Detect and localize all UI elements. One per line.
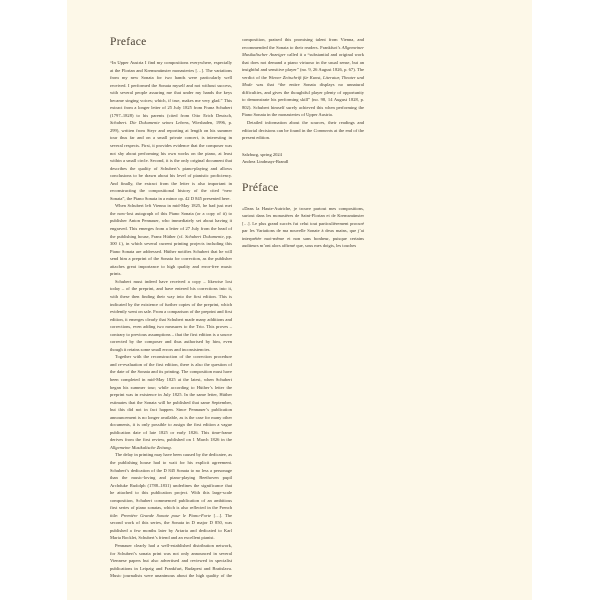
page-content [110, 36, 496, 584]
italic-title-run: Schubert. Die Dokumente seines Lebens [110, 120, 189, 126]
paragraph [110, 278, 232, 353]
italic-title-run: Première Grande Sonate pour le Piano-Forte [120, 512, 212, 518]
three-column-text-body [110, 36, 496, 584]
text-run: , Wiesbaden, 1996, p. 299), written from Steyr and reporting at length on his summer tour thus far and on a small private concert, is interesting in several respects. First, it provides evidence that the composer was not shy about performing his own works on the piano, at least within a small circle. Second, it is the only original document that describes the quality of Schubert’s piano-playing and allows conclusions to be drawn about his level of pianistic proficiency. And finally, the extract from the letter is also important in reconstructing the compositional history of the cited “new Sonata”, the Piano Sonata in a minor op. 42 D 845 presented here. [110, 120, 232, 201]
text-run: . [170, 444, 172, 450]
text-run: «Dans la Haute-Autriche, je trouve partout mes compositions, surtout dans les monastères de Saint-Florian et de Kremsmünster […]. Le plus grand succès fut celui tout particulièrement procuré par les Variations de ma nouvelle Sonate à deux mains, que j’ai interprétée moi-même et non sans bonheur, puisque certains auditeurs m’ont alors affirmé que, sous mes doigts, les touches [242, 205, 364, 249]
italic-title-run: Comments [313, 127, 333, 133]
paragraph [110, 353, 232, 451]
text-run: called it a “substantial and original work that does not demand a piano virtuoso in the usual sense, but an insightful and sensitive player” (no. 9, 26 August 1826, p. 67). The verdict of the [242, 52, 364, 80]
text-run: Pennauer clearly had a well-established distribution network, for Schubert’s sonata print was not only announced in several Viennese papers but also advertised and reviewed in specialist publications in Leipzig and Frankfurt, Budapest and Bratislava. Music journalists were unanimous about the high quality of the composition, praised this promising talent from Vienna, and recommended the Sonata to their readers. Frankfurt’s [110, 37, 364, 579]
text-run: When Schubert left Vienna in mid-May 1825, he had just met the now-lost autograph of this Piano Sonata (or a copy of it) to publisher Anton Pennauer, who immediately set about having it engraved. This emerges from a letter of 27 July from the head of the publishing house, Franz Hüther (cf. [110, 203, 232, 239]
italic-title-run: Wiener Zeitschrift für Kunst, Literatur, Theater und Mode [242, 74, 364, 88]
signature-place-date: Salzburg, spring 2024 [242, 151, 282, 157]
text-run: […]. The second work of this series, the Sonata in D major D 850, was published a few months later by Artaria and dedicated to Karl Maria Bocklet, Schubert’s friend and an excellent pianist. [110, 512, 232, 541]
document-page [67, 0, 532, 600]
text-run: The delay in printing may have been caused by the dedicatee, as the publishing house had to wait for his explicit agreement. Schubert’s dedication of the D 845 Sonata to no less a personage than the music-loving and piano-playing Beethoven pupil Archduke Rudolph (1788–1831) underlines the significance that he attached to this publication project. With this large-scale composition, Schubert commenced publication of an ambitious first series of piano sonatas, which is also reflected in the French title: [110, 452, 232, 518]
text-run: Schubert must indeed have received a copy – likewise lost today – of the preprint, and have entered his corrections into it, with these then finding their way into the first edition. This is indicated by the existence of further copies of the preprint, which evidently went on sale. From a comparison of the preprint and first edition, it emerges clearly that Schubert made many additions and corrections, even adding two measures to the Trio. This proves – contrary to previous assumptions – that the first edition is a source corrected by the composer and thus authorised by him, even though it retains some small errors and inconsistencies. [110, 278, 232, 352]
paragraph [110, 59, 232, 202]
signature-author: Andrea Lindmayr-Brandl [242, 159, 289, 165]
page-title-preface-english: Preface [110, 36, 147, 48]
text-run: , pp. 300 f.), in which several current printing projects including this Piano Sonata are addressed. Hüther notifies Schubert that he will send him a preprint of the Sonata for correction, as the publisher attaches great importance to high quality and error-free music prints. [110, 233, 232, 277]
text-run: Together with the reconstruction of the correction procedure and re-evaluation of the first edition, there is also the question of the date of the Sonata and its printing. The composition must have been completed in mid-May 1825 at the latest, when Schubert began his summer tour; while according to Hüther’s letter the preprint was in existence in July 1825. In the same letter, Hüther estimates that the Sonata will be published that same September, but this did not in fact happen. Since Pennauer’s publication announcement is no longer available, as is the case for many other documents, it is only possible to assign the first edition a vague publication date of late 1825 or early 1826. This time-frame derives from the first review, published on 1 March 1826 in the [110, 354, 232, 443]
paragraph [242, 119, 364, 142]
italic-title-run: Allgemeiner Musikalischer Anzeiger [242, 44, 364, 58]
paragraph [110, 202, 232, 277]
italic-title-run: Schubert Dokumente [185, 233, 224, 239]
paragraph [110, 451, 232, 542]
italic-title-run: Allgemeine Musikalische Zeitung [110, 444, 171, 450]
text-run: was that “the entire Sonata displays no unnatural difficulties, and gives the thoughtful player plenty of opportunity to demonstrate his performing skill” (no. 98, 14 August 1828, p. 802). Schubert himself surely achieved this when performing the Piano Sonata in the monasteries of Upper Austria. [242, 82, 364, 118]
paragraph [242, 205, 364, 250]
text-run: at the end of the present edition. [242, 127, 364, 141]
page-title-preface-french: Préface [242, 181, 279, 194]
text-run: “In Upper Austria I find my compositions everywhere, especially at the Florian and Kremsmünster monasteries […]. The variations from my new Sonata for two hands were particularly well received. I performed the Sonata myself and not without success, with several people assuring me that under my hands the keys became singing voices; which, if true, makes me very glad.” This extract from a longer letter of 25 July 1825 from Franz Schubert (1797–1828) to his parents (cited from Otto Erich Deutsch, [110, 60, 232, 118]
text-run: Detailed information about the sources, their readings and editorial decisions can be found in the [242, 120, 364, 133]
french-preface-body [242, 205, 364, 250]
english-preface-body [110, 36, 364, 584]
